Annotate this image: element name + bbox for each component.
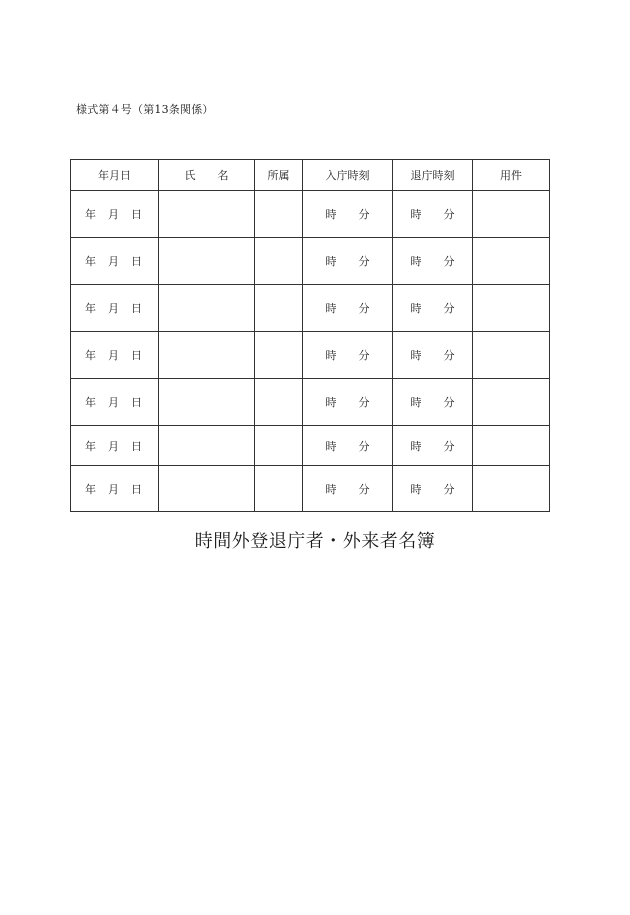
- month-unit: 月: [108, 302, 119, 315]
- date-cell[interactable]: [71, 285, 159, 332]
- minute-unit: 分: [358, 255, 370, 268]
- year-unit: 年: [85, 482, 96, 496]
- affiliation-cell[interactable]: [255, 332, 303, 379]
- table-row: [71, 466, 550, 512]
- name-cell[interactable]: [159, 379, 255, 426]
- hour-unit: 時: [410, 396, 422, 409]
- purpose-cell[interactable]: [473, 379, 550, 426]
- day-unit: 日: [131, 208, 142, 221]
- header-affiliation: 所属: [255, 160, 303, 191]
- minute-unit: 分: [358, 208, 370, 221]
- hour-unit: 時: [410, 255, 422, 268]
- entry-time-cell[interactable]: [303, 285, 393, 332]
- purpose-cell[interactable]: [473, 285, 550, 332]
- minute-unit: 分: [358, 439, 370, 453]
- exit-time-cell[interactable]: [393, 191, 473, 238]
- visitor-register-table: [70, 159, 550, 512]
- affiliation-cell[interactable]: [255, 238, 303, 285]
- hour-unit: 時: [325, 302, 337, 315]
- table-row: [71, 379, 550, 426]
- table-row: [71, 426, 550, 466]
- header-exit-time: 退庁時刻: [393, 160, 473, 191]
- year-unit: 年: [85, 439, 96, 453]
- minute-unit: 分: [358, 302, 370, 315]
- affiliation-cell[interactable]: [255, 191, 303, 238]
- month-unit: 月: [108, 439, 119, 453]
- header-purpose: 用件: [473, 160, 550, 191]
- hour-unit: 時: [325, 208, 337, 221]
- date-cell[interactable]: [71, 191, 159, 238]
- exit-time-cell[interactable]: [393, 238, 473, 285]
- document-title: 時間外登退庁者・外来者名簿: [194, 531, 436, 552]
- name-cell[interactable]: [159, 332, 255, 379]
- entry-time-cell[interactable]: [303, 466, 393, 512]
- minute-unit: 分: [443, 396, 455, 409]
- name-cell[interactable]: [159, 238, 255, 285]
- minute-unit: 分: [358, 349, 370, 362]
- month-unit: 月: [108, 255, 119, 268]
- table-row: [71, 332, 550, 379]
- day-unit: 日: [131, 482, 142, 496]
- month-unit: 月: [108, 396, 119, 409]
- date-cell[interactable]: [71, 466, 159, 512]
- exit-time-cell[interactable]: [393, 332, 473, 379]
- minute-unit: 分: [443, 302, 455, 315]
- day-unit: 日: [131, 255, 142, 268]
- purpose-cell[interactable]: [473, 238, 550, 285]
- year-unit: 年: [85, 208, 96, 221]
- entry-time-cell[interactable]: [303, 332, 393, 379]
- exit-time-cell[interactable]: [393, 285, 473, 332]
- date-cell[interactable]: [71, 332, 159, 379]
- year-unit: 年: [85, 396, 96, 409]
- hour-unit: 時: [325, 482, 337, 496]
- entry-time-cell[interactable]: [303, 379, 393, 426]
- minute-unit: 分: [443, 439, 455, 453]
- hour-unit: 時: [410, 349, 422, 362]
- minute-unit: 分: [443, 208, 455, 221]
- minute-unit: 分: [443, 482, 455, 496]
- minute-unit: 分: [443, 255, 455, 268]
- hour-unit: 時: [325, 349, 337, 362]
- hour-unit: 時: [410, 439, 422, 453]
- affiliation-cell[interactable]: [255, 426, 303, 466]
- date-cell[interactable]: [71, 379, 159, 426]
- month-unit: 月: [108, 208, 119, 221]
- day-unit: 日: [131, 349, 142, 362]
- affiliation-cell[interactable]: [255, 379, 303, 426]
- header-date: 年月日: [71, 160, 159, 191]
- day-unit: 日: [131, 439, 142, 453]
- year-unit: 年: [85, 302, 96, 315]
- entry-time-cell[interactable]: [303, 426, 393, 466]
- name-cell[interactable]: [159, 426, 255, 466]
- entry-time-cell[interactable]: [303, 191, 393, 238]
- purpose-cell[interactable]: [473, 332, 550, 379]
- exit-time-cell[interactable]: [393, 466, 473, 512]
- table-row: [71, 238, 550, 285]
- affiliation-cell[interactable]: [255, 466, 303, 512]
- purpose-cell[interactable]: [473, 466, 550, 512]
- hour-unit: 時: [410, 302, 422, 315]
- exit-time-cell[interactable]: [393, 426, 473, 466]
- exit-time-cell[interactable]: [393, 379, 473, 426]
- hour-unit: 時: [410, 208, 422, 221]
- hour-unit: 時: [325, 255, 337, 268]
- table-row: [71, 285, 550, 332]
- hour-unit: 時: [325, 396, 337, 409]
- name-cell[interactable]: [159, 285, 255, 332]
- month-unit: 月: [108, 349, 119, 362]
- date-cell[interactable]: [71, 426, 159, 466]
- day-unit: 日: [131, 396, 142, 409]
- name-cell[interactable]: [159, 191, 255, 238]
- minute-unit: 分: [358, 396, 370, 409]
- purpose-cell[interactable]: [473, 426, 550, 466]
- hour-unit: 時: [410, 482, 422, 496]
- header-name: 氏 名: [159, 160, 255, 191]
- hour-unit: 時: [325, 439, 337, 453]
- year-unit: 年: [85, 255, 96, 268]
- month-unit: 月: [108, 482, 119, 496]
- affiliation-cell[interactable]: [255, 285, 303, 332]
- year-unit: 年: [85, 349, 96, 362]
- date-cell[interactable]: [71, 238, 159, 285]
- minute-unit: 分: [358, 482, 370, 496]
- form-reference: 様式第４号（第13条関係）: [76, 103, 214, 116]
- day-unit: 日: [131, 302, 142, 315]
- minute-unit: 分: [443, 349, 455, 362]
- entry-time-cell[interactable]: [303, 238, 393, 285]
- header-entry-time: 入庁時刻: [303, 160, 393, 191]
- purpose-cell[interactable]: [473, 191, 550, 238]
- table-row: [71, 191, 550, 238]
- name-cell[interactable]: [159, 466, 255, 512]
- table-header-row: [71, 160, 550, 191]
